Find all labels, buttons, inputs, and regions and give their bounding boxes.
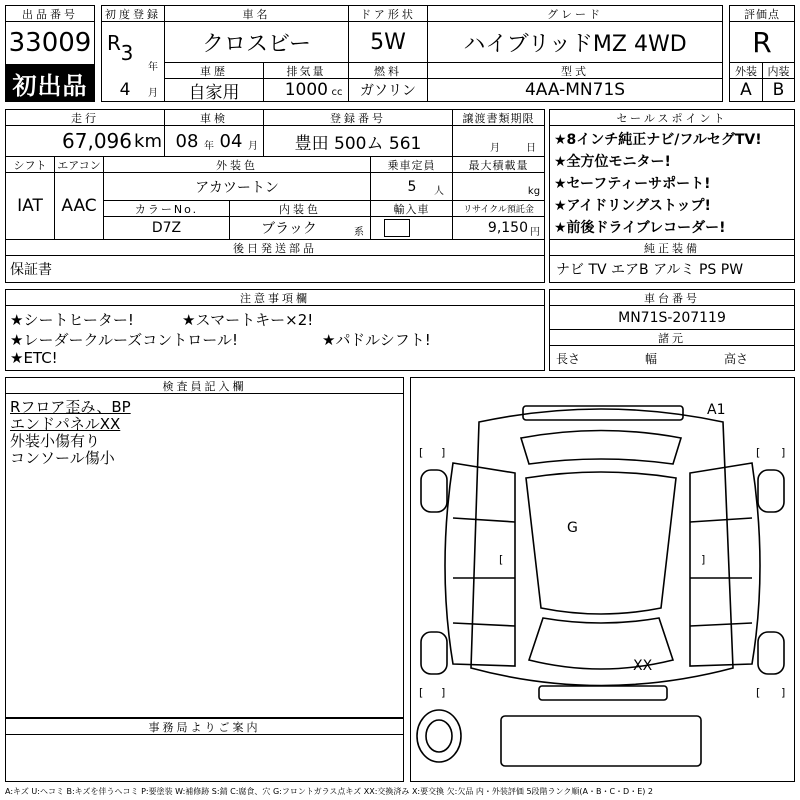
note-item: ★シートヒーター!	[10, 311, 134, 329]
sales-point: ★前後ドライブレコーダー!	[554, 220, 726, 236]
damage-mark-g: G	[567, 520, 578, 536]
year-unit: 年	[148, 61, 158, 73]
aircon: AAC	[61, 196, 97, 216]
inspector-note: Rフロア歪み、BP	[10, 398, 131, 416]
note-item: ★スマートキー×2!	[182, 311, 314, 329]
interior-color-label: 内装色	[229, 200, 371, 217]
score: R	[752, 25, 772, 59]
lot-number-label: 出品番号	[5, 5, 95, 22]
note-item: ★レーダークルーズコントロール!	[10, 331, 238, 349]
transfer-day-unit: 日	[526, 142, 536, 154]
exterior-label: 外装	[729, 62, 763, 79]
equipment-label: 純正装備	[549, 239, 795, 256]
sales-point: ★セーフティーサポート!	[554, 176, 711, 192]
door-type: 5W	[370, 29, 406, 55]
month-unit: 月	[148, 87, 158, 99]
inspection-label: 車検	[164, 109, 264, 126]
inspector-note: 外装小傷有り	[10, 432, 101, 450]
car-name: クロスビー	[201, 31, 312, 57]
fuel-label: 燃料	[348, 62, 428, 79]
exterior-color-label: 外装色	[103, 156, 371, 173]
car-top-view	[471, 409, 733, 686]
cc-unit: cc	[331, 86, 343, 98]
inspection-year-unit: 年	[204, 140, 214, 152]
svg-text:[: [	[419, 446, 424, 459]
history-label: 車歴	[164, 62, 264, 79]
exterior-grade: A	[740, 80, 752, 100]
wheel-rear-left	[421, 632, 447, 674]
wheel-front-left	[421, 470, 447, 512]
sales-point: ★8インチ純正ナビ/フルセグTV!	[554, 132, 762, 148]
damage-mark-a1: A1	[707, 402, 726, 418]
spare-tire	[417, 710, 461, 762]
displacement-label: 排気量	[263, 62, 349, 79]
svg-text:]: ]	[441, 446, 446, 459]
transfer-deadline-label: 譲渡書類期限	[452, 109, 545, 126]
import-checkbox	[384, 219, 410, 237]
door-type-label: ドア形状	[348, 5, 428, 22]
interior-grade: B	[772, 80, 785, 100]
displacement: 1000	[284, 80, 328, 100]
inspector-label: 検査員記入欄	[5, 377, 404, 394]
wheel-rear-right	[758, 632, 784, 674]
exterior-color: アカツートン	[195, 179, 279, 196]
interior-label: 内装	[762, 62, 795, 79]
left-side-view	[445, 463, 515, 666]
transfer-month-unit: 月	[490, 142, 500, 154]
equipment: ナビ TV エアB アルミ PS PW	[556, 262, 744, 278]
inspector-note: コンソール傷小	[10, 449, 115, 467]
registration-month: 4	[119, 80, 131, 100]
capacity-label: 乗車定員	[370, 156, 453, 173]
specs-label: 諸元	[549, 329, 795, 346]
chassis-number: MN71S-207119	[618, 309, 726, 326]
svg-text:]: ]	[701, 553, 706, 566]
wheel-front-right	[758, 470, 784, 512]
svg-text:]: ]	[781, 686, 786, 699]
inspector-note: エンドパネルXX	[10, 415, 121, 433]
notes-label: 注意事項欄	[5, 289, 545, 306]
color-number-label: カラーNo.	[103, 200, 230, 217]
sales-point: ★アイドリングストップ!	[554, 198, 711, 214]
office-notice-label: 事務局よりご案内	[5, 718, 404, 735]
rear-bumper	[539, 686, 667, 700]
model-label: 型式	[427, 62, 723, 79]
svg-text:[: [	[499, 553, 504, 566]
capacity: 5	[407, 178, 417, 195]
car-diagram-outline	[411, 378, 794, 781]
import-label: 輸入車	[370, 200, 453, 217]
era-letter: R	[107, 31, 121, 55]
history: 自家用	[188, 82, 240, 103]
interior-color-unit: 系	[354, 226, 364, 238]
svg-text:[: [	[756, 446, 761, 459]
fuel: ガソリン	[360, 83, 416, 99]
first-registration-label: 初度登録	[101, 5, 165, 22]
later-parts-label: 後日発送部品	[5, 239, 545, 256]
later-parts: 保証書	[10, 262, 52, 278]
spec-length: 長さ	[556, 351, 581, 366]
inspection-year: 08	[175, 130, 199, 152]
shift-label: シフト	[5, 156, 55, 173]
spec-width: 幅	[645, 351, 658, 366]
km-unit: km	[134, 130, 162, 152]
mileage: 67,096	[62, 129, 132, 153]
capacity-unit: 人	[434, 185, 444, 197]
sales-points-label: セールスポイント	[549, 109, 795, 126]
first-listing-badge: 初出品	[5, 64, 95, 102]
damage-mark-xx: XX	[633, 658, 653, 674]
svg-text:]: ]	[781, 446, 786, 459]
svg-text:[: [	[756, 686, 761, 699]
svg-text:[: [	[419, 686, 424, 699]
car-name-label: 車名	[164, 5, 349, 22]
rear-view	[501, 716, 701, 766]
yen-unit: 円	[530, 226, 540, 238]
color-number: D7Z	[151, 220, 182, 236]
plate-number: 豊田 500ム 561	[294, 133, 422, 154]
import-cell	[370, 216, 453, 240]
model-code: 4AA-MN71S	[524, 80, 626, 100]
legend: A:キズ U:ヘコミ B:キズを伴うヘコミ P:要塗装 W:補修跡 S:錆 C:腐食、穴 G:フロントガラス点キズ XX:交換済み X:要交換 欠:欠品 内・外装評価 5段階ランク順(A・B・C・D・E) 2	[5, 786, 654, 796]
shift: IAT	[17, 196, 43, 216]
score-label: 評価点	[729, 5, 795, 22]
mileage-label: 走行	[5, 109, 165, 126]
plate-label: 登録番号	[263, 109, 453, 126]
chassis-label: 車台番号	[549, 289, 795, 306]
sales-point: ★全方位モニター!	[554, 154, 671, 170]
recycle-fee-label: リサイクル預託金	[452, 200, 545, 217]
recycle-fee: 9,150	[487, 220, 528, 236]
svg-text:]: ]	[441, 686, 446, 699]
spec-height: 高さ	[724, 351, 749, 366]
office-notice-box	[5, 734, 404, 782]
note-item: ★ETC!	[10, 349, 58, 367]
era-year: 3	[120, 41, 134, 65]
interior-color: ブラック	[261, 221, 317, 237]
inspection-month: 04	[219, 130, 243, 152]
load-unit: kg	[527, 185, 541, 197]
lot-number: 33009	[8, 28, 92, 58]
aircon-label: エアコン	[54, 156, 104, 173]
note-item: ★パドルシフト!	[322, 331, 431, 349]
inspection-month-unit: 月	[248, 140, 258, 152]
max-load-label: 最大積載量	[452, 156, 545, 173]
front-bumper	[523, 406, 683, 420]
grade-label: グレード	[427, 5, 723, 22]
damage-diagram	[410, 377, 795, 782]
grade: ハイブリッドMZ 4WD	[463, 31, 687, 57]
